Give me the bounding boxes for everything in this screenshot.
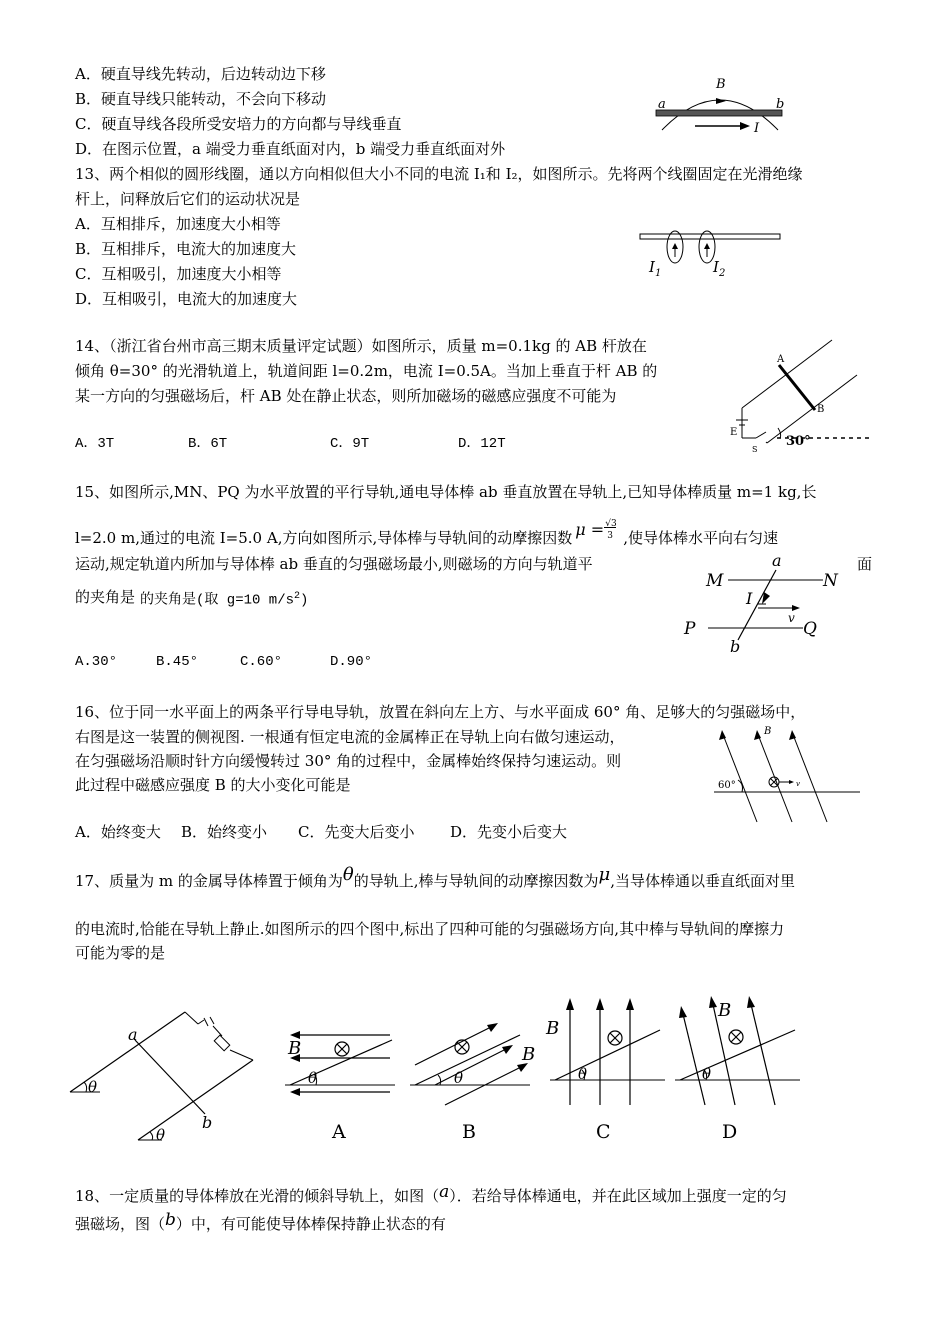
q16-option-c: C．先变大后变小 xyxy=(298,823,415,841)
q14-fig-A: A xyxy=(777,354,785,365)
q14-figure xyxy=(722,338,882,458)
q15-fig-N: N xyxy=(823,571,838,591)
q17-fig-theta-1: θ xyxy=(88,1078,98,1096)
q15-fig-v: v xyxy=(788,611,795,625)
q12-option-d: D．在图示位置，a 端受力垂直纸面对内，b 端受力垂直纸面对外 xyxy=(75,140,506,158)
q16-stem-line4: 此过程中磁感应强度 B 的大小变化可能是 xyxy=(75,776,351,794)
q17-panel-a xyxy=(285,1031,395,1143)
q17-panel-b-label: B xyxy=(462,1121,476,1143)
q16-option-d: D．先变小后变大 xyxy=(450,823,568,841)
q15-fig-P: P xyxy=(684,619,696,639)
q13-option-a: A．互相排斥，加速度大小相等 xyxy=(75,215,281,233)
q16-stem-line1: 16、位于同一水平面上的两条平行导电导轨，放置在斜向左上方、与水平面成 60° 角、足够大的匀强磁场中， xyxy=(75,703,806,721)
q17-panel-a-B: B xyxy=(288,1038,302,1059)
q15-stem-line3: 运动,规定轨道内所加与导体棒 ab 垂直的匀强磁场最小,则磁场的方向与轨道平 xyxy=(75,555,593,573)
q17-panel-c xyxy=(545,998,665,1143)
q13-option-c: C．互相吸引，加速度大小相等 xyxy=(75,265,282,283)
q12-option-a: A．硬直导线先转动，后边转动边下移 xyxy=(75,65,326,83)
q15-stem-line2: l=2.0 m,通过的电流 I=5.0 A,方向如图所示,导体棒与导轨间的动摩擦因数 μ = √3 3 ,使导体棒水平向右匀速 xyxy=(75,519,779,547)
q15-stem-line4: 的夹角是 xyxy=(75,588,136,606)
q12-fig-b: b xyxy=(776,97,785,112)
q17-panel-d-theta: θ xyxy=(702,1065,712,1083)
q12-fig-B: B xyxy=(716,77,726,92)
q17-panel-c-theta: θ xyxy=(578,1065,588,1083)
q17-panel-c-B: B xyxy=(546,1018,560,1039)
q12-fig-a: a xyxy=(658,97,666,112)
q17-stem-line3: 可能为零的是 xyxy=(75,944,166,962)
q15-stem-line1: 15、如图所示,MN、PQ 为水平放置的平行导轨,通电导体棒 ab 垂直放置在导轨上,已知导体棒质量 m=1 kg,长 xyxy=(75,483,817,501)
q13-fig-i1: $I_1$ xyxy=(649,258,662,279)
q16-stem-line2: 右图是这一装置的侧视图. 一根通有恒定电流的金属棒正在导轨上向右做匀速运动， xyxy=(75,728,625,746)
q16-fig-angle: 60° xyxy=(718,780,736,791)
q17-panel-d xyxy=(675,996,800,1143)
q17-stem-line2: 的电流时,恰能在导轨上静止.如图所示的四个图中,标出了四种可能的匀强磁场方向,其中棒与导轨间的摩擦力 xyxy=(75,920,785,938)
q14-option-b: B．6T xyxy=(188,436,228,452)
q15-option-d: D.90° xyxy=(330,654,373,670)
q12-option-c: C．硬直导线各段所受安培力的方向都与导线垂直 xyxy=(75,115,402,133)
q15-fig-Q: Q xyxy=(803,619,817,639)
q16-fig-v: v xyxy=(796,780,800,788)
q14-fig-angle: 30° xyxy=(786,434,811,449)
q17-panel-b-B: B xyxy=(522,1044,536,1065)
q17-panel-b xyxy=(410,1023,535,1143)
q15-stem-line4-formula: 的夹角是(取 g=10 $m/s^2$) xyxy=(140,591,309,609)
q15-fig-I: I xyxy=(746,589,753,608)
q15-figure xyxy=(678,552,848,657)
q13-stem-line2: 杆上，问释放后它们的运动状况是 xyxy=(75,190,301,208)
q13-fig-i2: $I_2$ xyxy=(713,258,726,279)
q15-option-a: A.30° xyxy=(75,654,118,670)
q14-fig-S: S xyxy=(752,445,758,454)
q17-figure xyxy=(70,990,880,1150)
q15-fig-a: a xyxy=(772,551,782,570)
q14-stem-line2: 倾角 θ=30° 的光滑轨道上，轨道间距 l=0.2m，电流 I=0.5A。当加上垂直于杆 AB 的 xyxy=(75,362,658,380)
q17-panel-d-label: D xyxy=(722,1121,738,1143)
q18-stem-line1: 18、一定质量的导体棒放在光滑的倾斜导轨上，如图（a）．若给导体棒通电，并在此区域加上强度一定的匀 xyxy=(75,1182,787,1205)
q12-fig-I: I xyxy=(754,121,760,136)
q13-figure xyxy=(635,225,785,285)
q15-mu-formula: μ = √3 3 xyxy=(575,519,617,541)
q16-stem-line3: 在匀强磁场沿顺时针方向缓慢转过 30° 角的过程中，金属棒始终保持匀速运动。则 xyxy=(75,752,622,770)
q17-stem-line1: 17、质量为 m 的金属导体棒置于倾角为θ的导轨上,棒与导轨间的动摩擦因数为μ,当导体棒通以垂直纸面对里 xyxy=(75,864,795,890)
q14-option-a: A．3T xyxy=(75,436,115,452)
q15-option-b: B.45° xyxy=(156,654,199,670)
q15-fig-M: M xyxy=(706,571,724,591)
q16-figure xyxy=(712,722,862,832)
q12-option-b: B．硬直导线只能转动，不会向下移动 xyxy=(75,90,327,108)
q13-stem-line1: 13、两个相似的圆形线圈，通以方向相似但大小不同的电流 I₁和 I₂，如图所示。先将两个线圈固定在光滑绝缘 xyxy=(75,165,803,183)
q13-option-d: D．互相吸引，电流大的加速度大 xyxy=(75,290,298,308)
q17-fig-b: b xyxy=(202,1113,213,1132)
q14-option-c: C．9T xyxy=(330,436,370,452)
q17-fig-theta-2: θ xyxy=(156,1126,166,1144)
q15-option-c: C.60° xyxy=(240,654,283,670)
q14-stem-line3: 某一方向的匀强磁场后，杆 AB 处在静止状态，则所加磁场的磁感应强度不可能为 xyxy=(75,387,617,405)
q17-panel-d-B: B xyxy=(718,1000,732,1021)
q17-panel-a-theta: θ xyxy=(308,1069,318,1087)
q17-fig-a: a xyxy=(128,1025,138,1044)
q17-panel-c-label: C xyxy=(596,1121,611,1143)
q15-stem-line3-end: 面 xyxy=(857,555,873,573)
q17-setup-diagram xyxy=(70,1012,253,1144)
q16-fig-B: B xyxy=(764,726,772,737)
q17-panel-a-label: A xyxy=(332,1121,346,1143)
q18-stem-line2: 强磁场，图（b）中，有可能使导体棒保持静止状态的有 xyxy=(75,1210,446,1233)
q14-fig-E: E xyxy=(730,427,738,438)
q14-fig-B: B xyxy=(817,404,825,415)
q16-option-b: B．始终变小 xyxy=(181,823,268,841)
q14-stem-line1: 14、（浙江省台州市高三期末质量评定试题）如图所示，质量 m=0.1kg 的 AB 杆放在 xyxy=(75,337,647,355)
q14-option-d: D．12T xyxy=(458,436,506,452)
q12-figure xyxy=(650,68,790,148)
q17-panel-b-theta: θ xyxy=(454,1069,464,1087)
q16-option-a: A．始终变大 xyxy=(75,823,161,841)
q15-fig-b: b xyxy=(730,637,741,656)
q13-option-b: B．互相排斥，电流大的加速度大 xyxy=(75,240,297,258)
